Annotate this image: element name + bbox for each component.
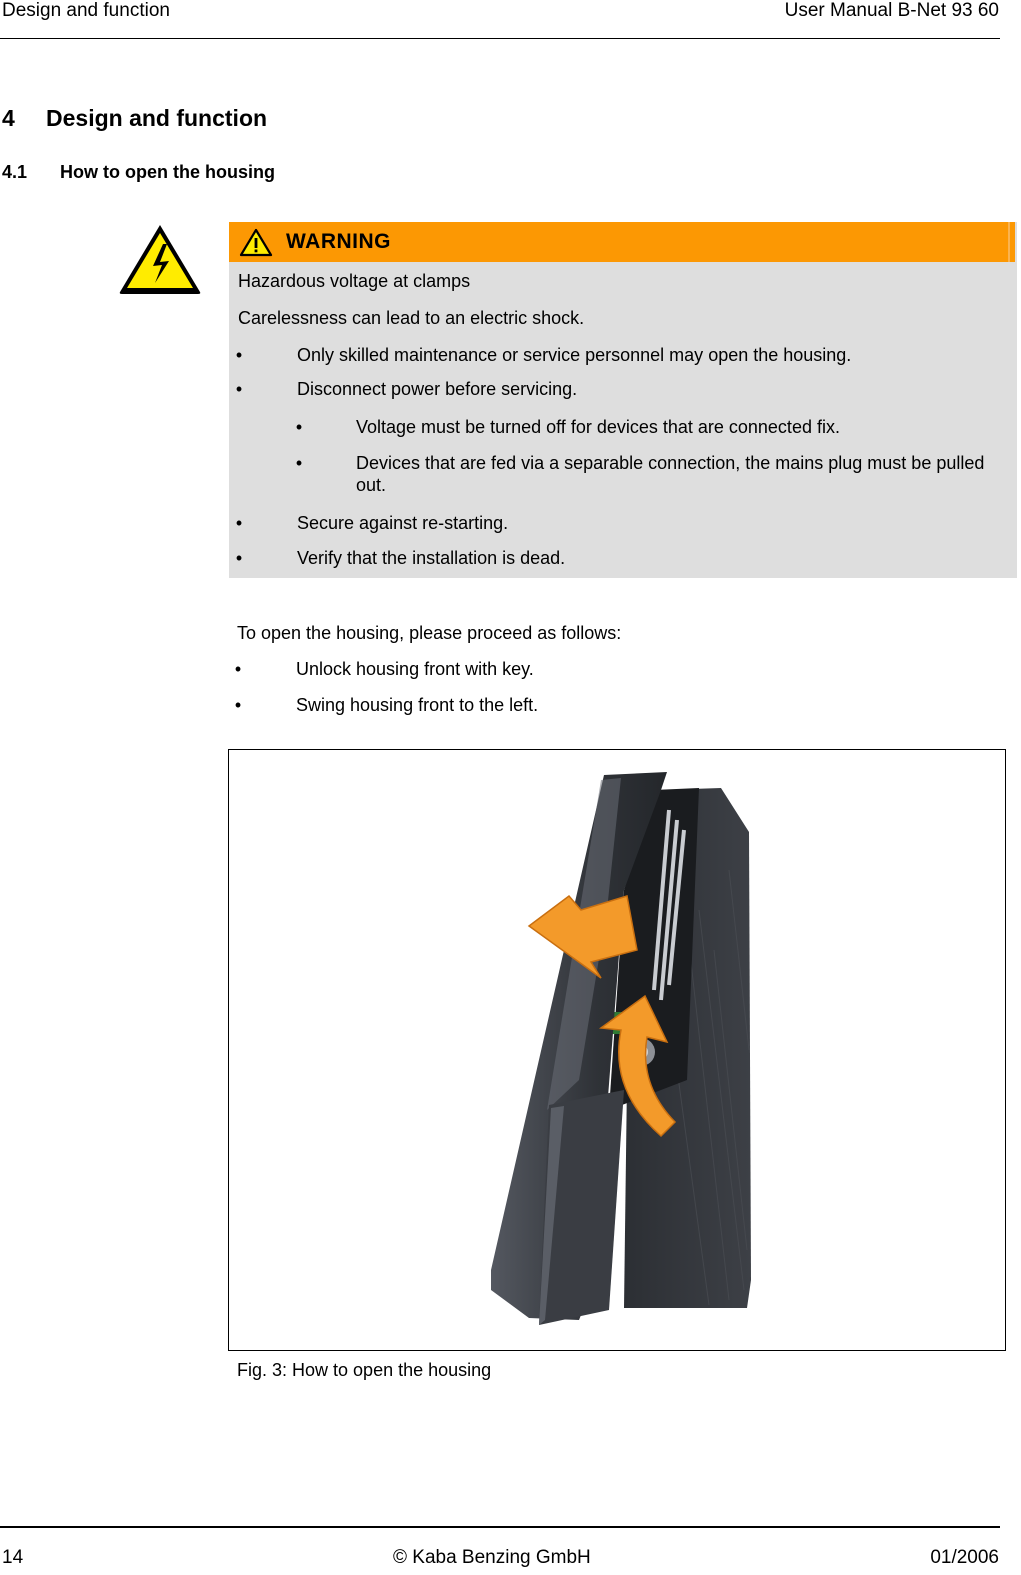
subsection-heading (2, 162, 275, 183)
caution-triangle-icon (239, 228, 273, 257)
warning-line-2: Carelessness can lead to an electric shock. (238, 308, 585, 328)
section-number: 4 (2, 105, 15, 131)
warning-box (229, 222, 1017, 578)
bullet-marker: • (235, 513, 243, 533)
bullet-marker: • (235, 379, 243, 399)
document-date: 01/2006 (930, 1547, 999, 1568)
figure-caption: Fig. 3: How to open the housing (237, 1360, 492, 1380)
copyright: © Kaba Benzing GmbH (393, 1547, 591, 1568)
step-2: Swing housing front to the left. (296, 695, 539, 715)
bullet-marker: • (234, 695, 242, 715)
warning-bar-divider (1008, 222, 1010, 262)
page-number: 14 (2, 1547, 24, 1568)
housing-photo-illustration (229, 750, 1005, 1350)
section-heading (2, 105, 267, 132)
running-header-right: User Manual B-Net 93 60 (784, 0, 999, 21)
step-1: Unlock housing front with key. (296, 659, 534, 679)
warning-line-1: Hazardous voltage at clamps (238, 271, 471, 291)
warning-subbullet-2: Devices that are fed via a separable connection, the mains plug must be pulled out. (356, 453, 985, 495)
bullet-marker: • (295, 417, 303, 437)
warning-title: WARNING (286, 230, 391, 253)
warning-bullet-4: Verify that the installation is dead. (297, 548, 566, 568)
subsection-number: 4.1 (2, 162, 28, 182)
header-rule (0, 38, 1000, 39)
running-header-left: Design and function (2, 0, 170, 21)
warning-subbullet-1: Voltage must be turned off for devices that are connected fix. (356, 417, 840, 437)
bullet-marker: • (235, 345, 243, 365)
intro-paragraph: To open the housing, please proceed as follows: (237, 623, 622, 643)
bullet-marker: • (235, 548, 243, 568)
subsection-title: How to open the housing (60, 162, 275, 182)
warning-bullet-3: Secure against re-starting. (297, 513, 509, 533)
section-title: Design and function (46, 105, 268, 131)
bullet-marker: • (234, 659, 242, 679)
electric-shock-warning-icon (117, 222, 203, 296)
footer-rule (0, 1526, 1000, 1528)
warning-header-bar (229, 222, 1015, 262)
warning-bullet-1: Only skilled maintenance or service personnel may open the housing. (297, 345, 852, 365)
figure-frame (228, 749, 1006, 1351)
bullet-marker: • (295, 453, 303, 473)
warning-bullet-2: Disconnect power before servicing. (297, 379, 578, 399)
